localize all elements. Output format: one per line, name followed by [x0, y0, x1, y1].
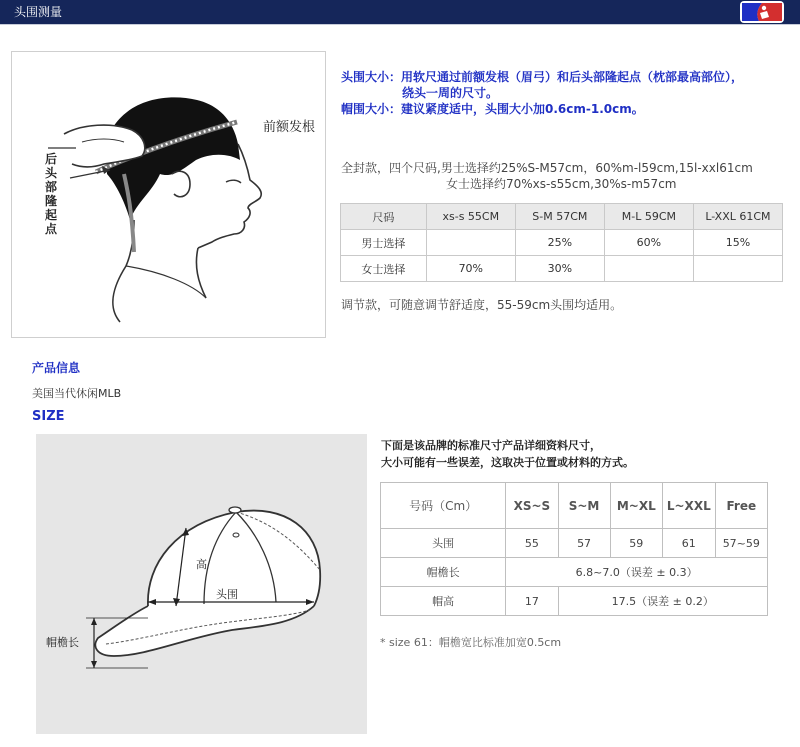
header-title: 头围测量 [14, 5, 63, 19]
table-row [381, 558, 768, 587]
table-cell: 55 [506, 529, 558, 558]
table-cell: L~XXL [662, 483, 715, 529]
adjustable-cap-note: 调节款，可随意调节舒适度，55-59cm头围均适用。 [341, 298, 623, 312]
mlb-logo-icon [740, 1, 784, 23]
cap-illustration [36, 434, 367, 734]
table-row [381, 529, 768, 558]
cap-height-label: 高 [196, 558, 207, 571]
table-cell: 57~59 [715, 529, 767, 558]
table-row [381, 587, 768, 616]
header-bar [0, 0, 800, 24]
table-cell: XS~S [506, 483, 558, 529]
front-hairline-label: 前额发根 [263, 120, 316, 135]
table-cell: 57 [558, 529, 610, 558]
table-cell: 尺码 [341, 204, 427, 230]
table-header-row [341, 204, 783, 230]
head-size-instruction: 头围大小：用软尺通过前额发根（眉弓）和后头部隆起点（枕部最高部位）， [341, 70, 744, 84]
product-description: 美国当代休闲MLB [32, 387, 122, 400]
table-cell: 60% [604, 230, 693, 256]
standard-size-note: 下面是该品牌的标准尺寸产品详细资料尺寸， [381, 439, 601, 452]
table-cell: 帽高 [381, 587, 506, 616]
table-cell: 59 [610, 529, 662, 558]
table-cell: 17 [506, 587, 558, 616]
cap-size-instruction: 帽围大小：建议紧度适中，头围大小加0.6cm-1.0cm。 [341, 102, 644, 116]
table-cell: xs-s 55CM [426, 204, 515, 230]
cap-circumference-label: 头围 [216, 588, 238, 601]
table-cell: 70% [426, 256, 515, 282]
table-cell: M-L 59CM [604, 204, 693, 230]
table-cell [693, 256, 782, 282]
standard-size-note-cont: 大小可能有一些误差，这取决于位置或材料的方式。 [381, 456, 634, 469]
table-cell: M~XL [610, 483, 662, 529]
table-cell: 15% [693, 230, 782, 256]
table-cell: L-XXL 61CM [693, 204, 782, 230]
table-cell: 头围 [381, 529, 506, 558]
table-cell: S~M [558, 483, 610, 529]
header-divider [0, 24, 800, 25]
product-info-title: 产品信息 [32, 361, 81, 375]
size-selection-table [340, 203, 783, 282]
closed-cap-note-women: 女士选择约70%xs-s55cm,30%s-m57cm [446, 177, 677, 191]
table-cell: S-M 57CM [515, 204, 604, 230]
size-heading: SIZE [32, 409, 65, 424]
table-row [341, 256, 783, 282]
closed-cap-note: 全封款，四个尺码,男士选择约25%S-M57cm，60%m-l59cm,15l-xxl61cm [341, 161, 753, 175]
table-cell: 61 [662, 529, 715, 558]
table-cell: 号码（Cm） [381, 483, 506, 529]
table-cell: 6.8~7.0（误差 ± 0.3） [506, 558, 768, 587]
table-cell: 17.5（误差 ± 0.2） [558, 587, 767, 616]
table-cell [604, 256, 693, 282]
table-header-row [381, 483, 768, 529]
table-cell: 男士选择 [341, 230, 427, 256]
head-size-instruction-cont: 绕头一周的尺寸。 [402, 86, 499, 100]
table-cell: 帽檐长 [381, 558, 506, 587]
table-cell: Free [715, 483, 767, 529]
brim-length-label: 帽檐长 [46, 636, 79, 649]
table-cell: 25% [515, 230, 604, 256]
table-cell: 女士选择 [341, 256, 427, 282]
table-row [341, 230, 783, 256]
dimension-table [380, 482, 768, 616]
table-cell [426, 230, 515, 256]
size-footnote: * size 61：帽檐宽比标准加宽0.5cm [380, 636, 562, 649]
occipital-label: 后头部隆起点 [45, 152, 58, 236]
table-cell: 30% [515, 256, 604, 282]
